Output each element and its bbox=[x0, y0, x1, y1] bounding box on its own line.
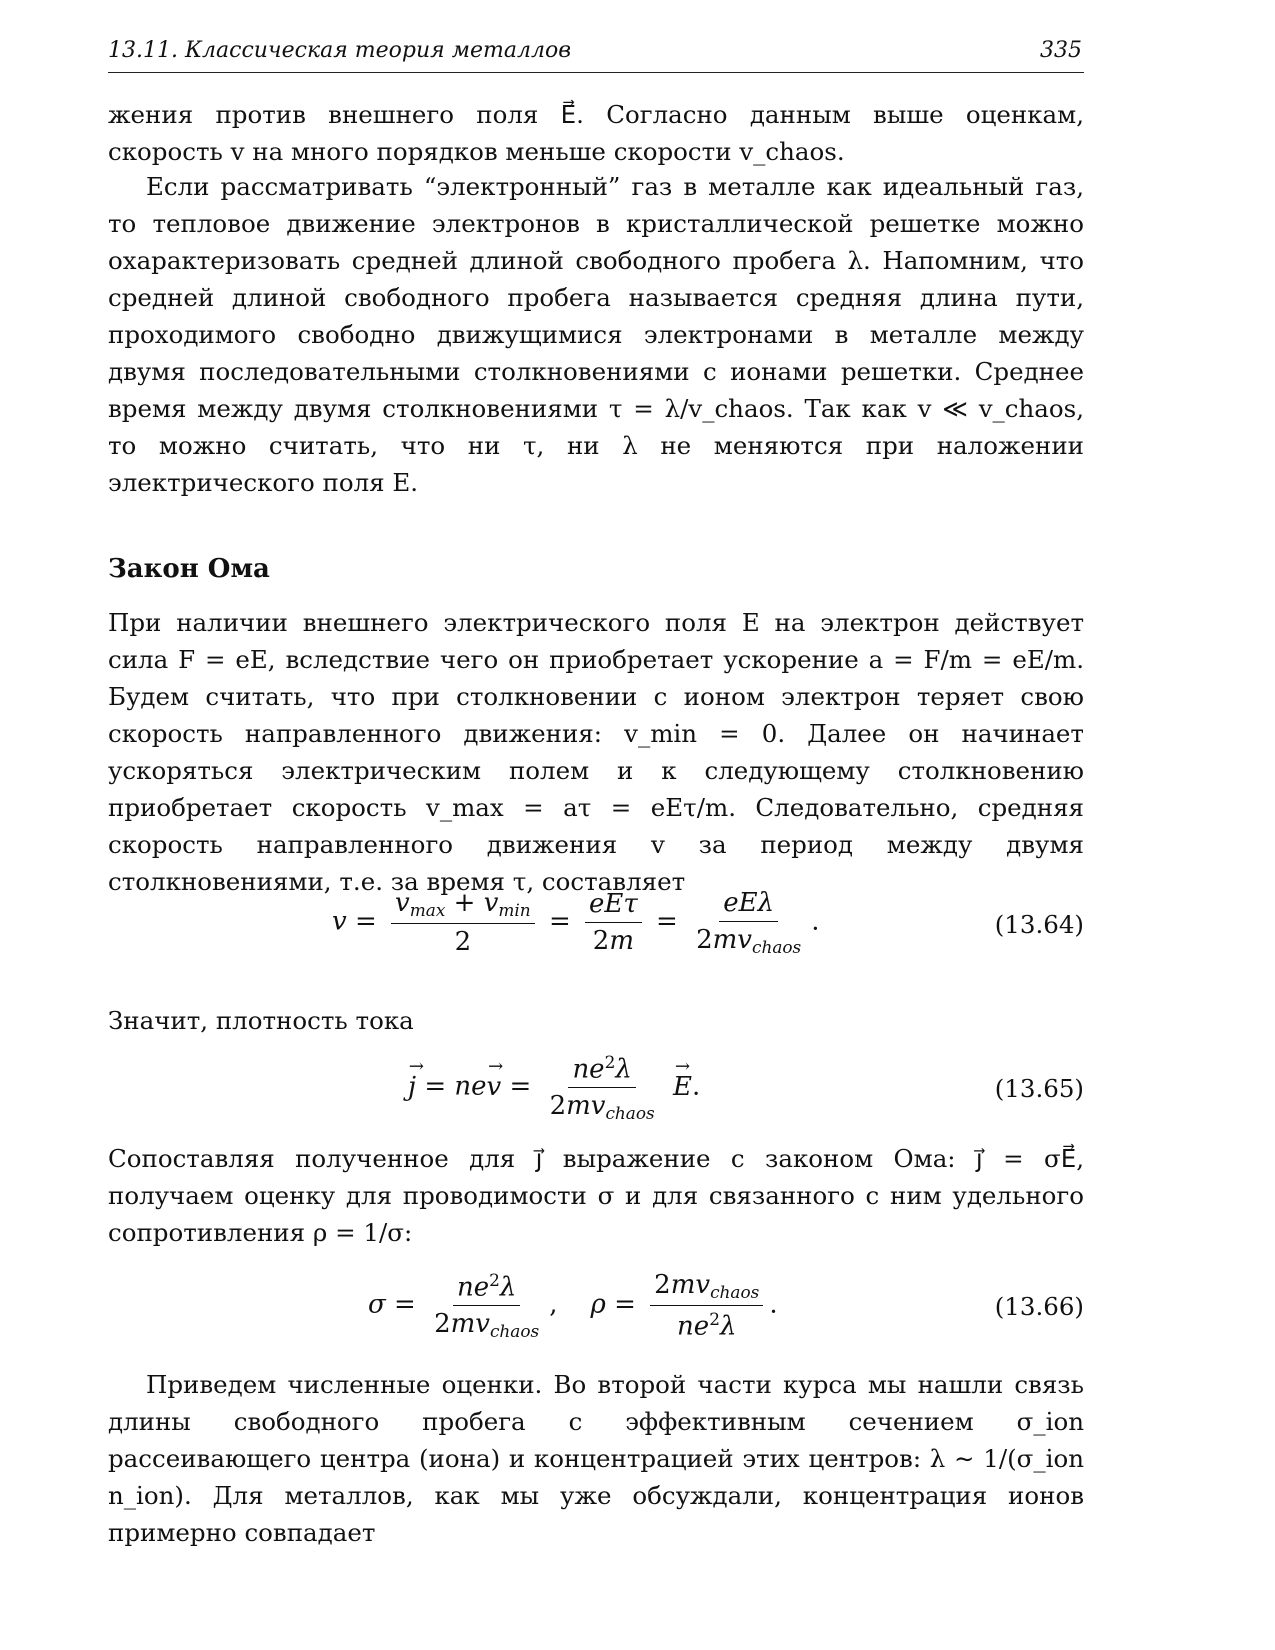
equation-number: (13.66) bbox=[994, 1292, 1084, 1321]
paragraph-2: Если рассматривать “электронный” газ в металле как идеальный газ, то тепловое движение электронов в кристаллической решетке можно охарактеризовать средней длиной свободного пробега λ. Напомним, что средней длиной свободного пробега называется средняя длина пути, проходимого свободно движущимися электронами в металле между двумя последовательными столкновениями с ионами решетки. Среднее время между двумя столкновениями τ = λ/v_chaos. Так как v ≪ v_chaos, то можно считать, что ни τ, ни λ не меняются при наложении электрического поля E. bbox=[108, 172, 1084, 497]
equation-13-65-body: → j = ne→ v = $\frac{ne^2\lambda}{2mv_{chaos}}$ → E. bbox=[408, 1052, 700, 1123]
paragraph-6: Приведем численные оценки. Во второй части курса мы нашли связь длины свободного пробега с эффективным сечением σ_ion рассеивающего центра (иона) и концентрацией этих центров: λ ∼ 1/(σ_ion n_ion). Для металлов, как мы уже обсуждали, концентрация ионов примерно совпадает bbox=[108, 1370, 1084, 1547]
equation-13-64-body: v = $\frac{v_{max} + v_{min}}{2}$ = $\frac{\text{eEτ}}{2m}$ = $\frac{\text{eEλ}}{2mv_{chaos}}$ . bbox=[332, 888, 820, 958]
paragraph-3: При наличии внешнего электрического поля E на электрон действует сила F = eE, вследствие чего он приобретает ускорение a = F/m = eE/m. Будем считать, что при столкновении с ионом электрон теряет свою скорость направленного движения: v_min = 0. Далее он начинает ускоряться электрическим полем и к следующему столкновению приобретает скорость v_max = aτ = eEτ/m. Следовательно, средняя скорость направленного движения v за период между двумя столкновениями, т.е. за время τ, составляет bbox=[108, 608, 1084, 896]
running-head bbox=[108, 36, 1084, 73]
equation-13-64 bbox=[108, 888, 1084, 964]
equation-number: (13.64) bbox=[994, 910, 1084, 939]
equation-number: (13.65) bbox=[994, 1074, 1084, 1103]
paragraph-1: жения против внешнего поля E⃗. Согласно данным выше оценкам, скорость v на много порядков меньше скорости v_chaos. bbox=[108, 100, 1084, 166]
section-title: Закон Ома bbox=[108, 554, 270, 584]
equation-13-66-body: σ = $\frac{ne^2\lambda}{2mv_{chaos}}$ , ρ = $\frac{2mv_{chaos}}{ne^2\lambda}$ . bbox=[368, 1270, 778, 1342]
equation-13-66 bbox=[108, 1270, 1084, 1346]
page-number: 335 bbox=[1040, 38, 1082, 63]
equation-13-65 bbox=[108, 1052, 1084, 1128]
section-header: 13.11. Классическая теория металлов bbox=[108, 38, 572, 63]
paragraph-5: Сопоставляя полученное для j⃗ выражение с законом Ома: j⃗ = σE⃗, получаем оценку для проводимости σ и для связанного с ним удельного сопротивления ρ = 1/σ: bbox=[108, 1144, 1084, 1247]
paragraph-4: Значит, плотность тока bbox=[108, 1006, 414, 1035]
